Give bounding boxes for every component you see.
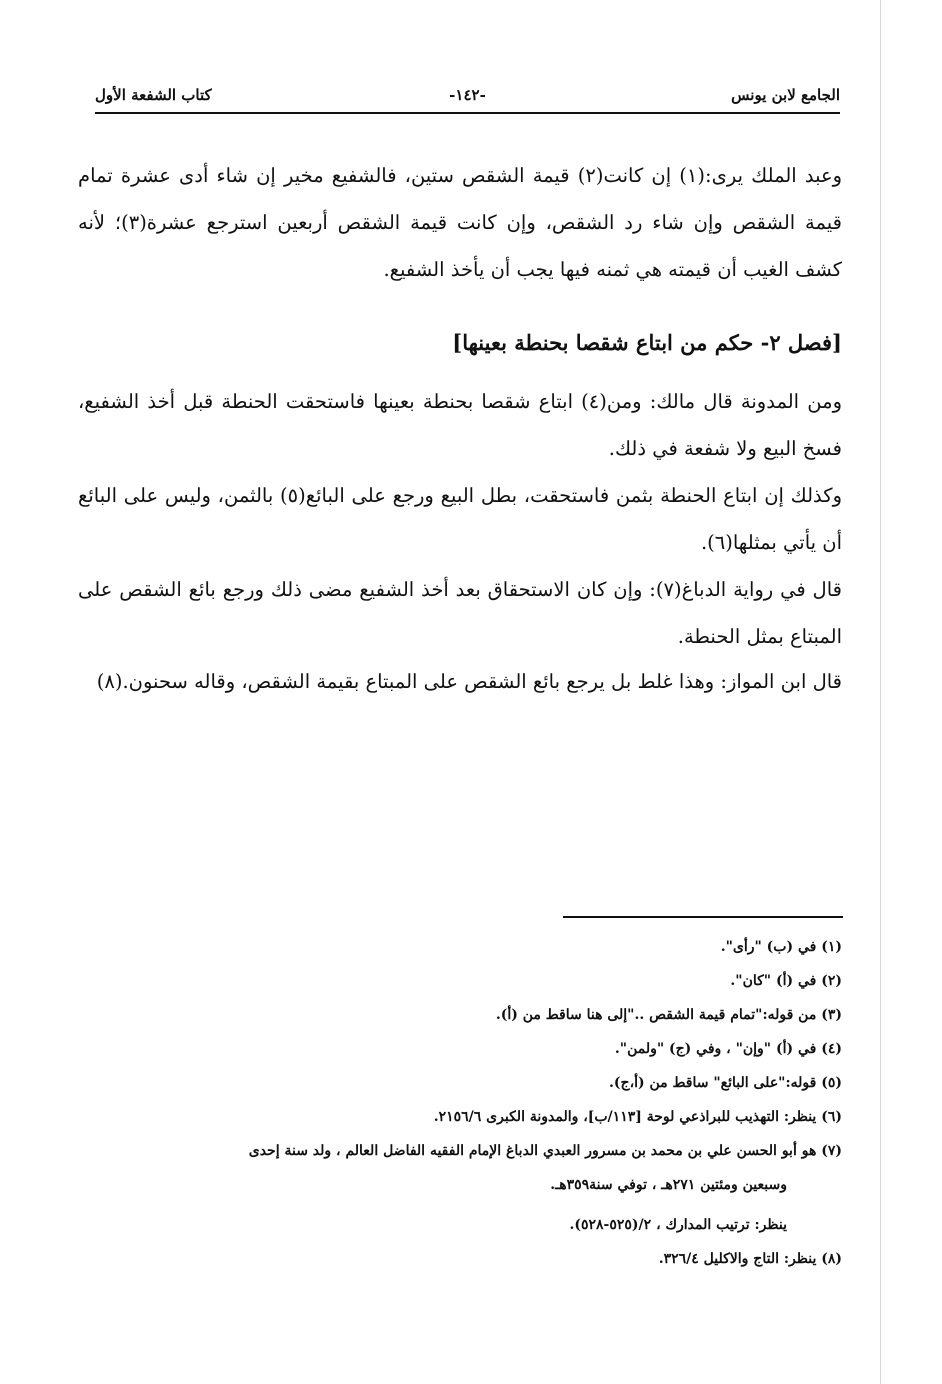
paragraph-3-text: وكذلك إن ابتاع الحنطة بثمن فاستحقت، بطل البيع ورجع على البائع(٥) بالثمن، وليس على البائع أن يأتي بمثلها(٦). [78, 484, 842, 554]
paragraph-3 [78, 472, 842, 566]
page-number: -١٤٢- [449, 86, 486, 104]
footnote-6: (٦) ينظر: التهذيب للبراذعي لوحة [١١٣/ب]، والمدونة الكبرى ٢١٥٦/٦. [433, 1109, 842, 1125]
footnote-4: (٤) في (أ) "وإن" ، وفي (ج) "ولمن". [614, 1041, 842, 1057]
paragraph-5 [78, 658, 842, 705]
footnote-8: (٨) ينظر: التاج والاكليل ٣٢٦/٤. [658, 1251, 842, 1267]
chapter-title: كتاب الشفعة الأول [95, 86, 212, 104]
paragraph-2-text: ومن المدونة قال مالك: ومن(٤) ابتاع شقصا بحنطة بعينها فاستحقت الحنطة قبل أخذ الشفيع، فسخ البيع ولا شفعة في ذلك. [78, 390, 842, 460]
footnote-1: (١) في (ب) "رأى". [720, 939, 842, 955]
footnote-7-reference: ينظر: ترتيب المدارك ، ٢/(٥٢٥-٥٢٨). [569, 1217, 787, 1233]
paragraph-1 [78, 152, 842, 293]
footnote-7-continuation: وسبعين ومئتين ٢٧١هـ ، توفي سنة٣٥٩هـ. [550, 1177, 787, 1193]
page-edge-line [880, 0, 881, 1384]
paragraph-1-text: وعبد الملك يرى:(١) إن كانت(٢) قيمة الشقص ستين، فالشفيع مخير إن شاء أدى عشرة تمام قيمة الشقص وإن شاء رد الشقص، وإن كانت قيمة الشقص أربعين استرجع عشرة(٣)؛ لأنه كشف الغيب أن قيمته هي ثمنه فيها يجب أن يأخذ الشفيع. [78, 164, 843, 281]
header-rule [95, 112, 840, 114]
footnote-5: (٥) قوله:"على البائع" ساقط من (أ،ج). [609, 1075, 842, 1091]
paragraph-4 [78, 566, 842, 660]
paragraph-5-text: قال ابن المواز: وهذا غلط بل يرجع بائع الشقص على المبتاع بقيمة الشقص، وقاله سحنون.(٨) [96, 670, 842, 693]
footnote-2: (٢) في (أ) "كان". [730, 973, 842, 989]
paragraph-4-text: قال في رواية الدباغ(٧): وإن كان الاستحقاق بعد أخذ الشفيع مضى ذلك ورجع بائع الشقص على المبتاع بمثل الحنطة. [78, 578, 842, 648]
footnotes [78, 930, 842, 1276]
section-title: [فصل ٢- حكم من ابتاع شقصا بحنطة بعينها] [452, 330, 842, 355]
running-header [95, 86, 840, 110]
footnote-3: (٣) من قوله:"تمام قيمة الشقص .."إلى هنا ساقط من (أ). [495, 1007, 842, 1023]
book-title: الجامع لابن يونس [731, 86, 840, 104]
paragraph-2 [78, 378, 842, 472]
footnote-rule [563, 916, 843, 918]
footnote-7: (٧) هو أبو الحسن علي بن محمد بن مسرور العبدي الدباغ الإمام الفقيه الفاضل العالم ، ولد سنة إحدى [248, 1143, 842, 1159]
